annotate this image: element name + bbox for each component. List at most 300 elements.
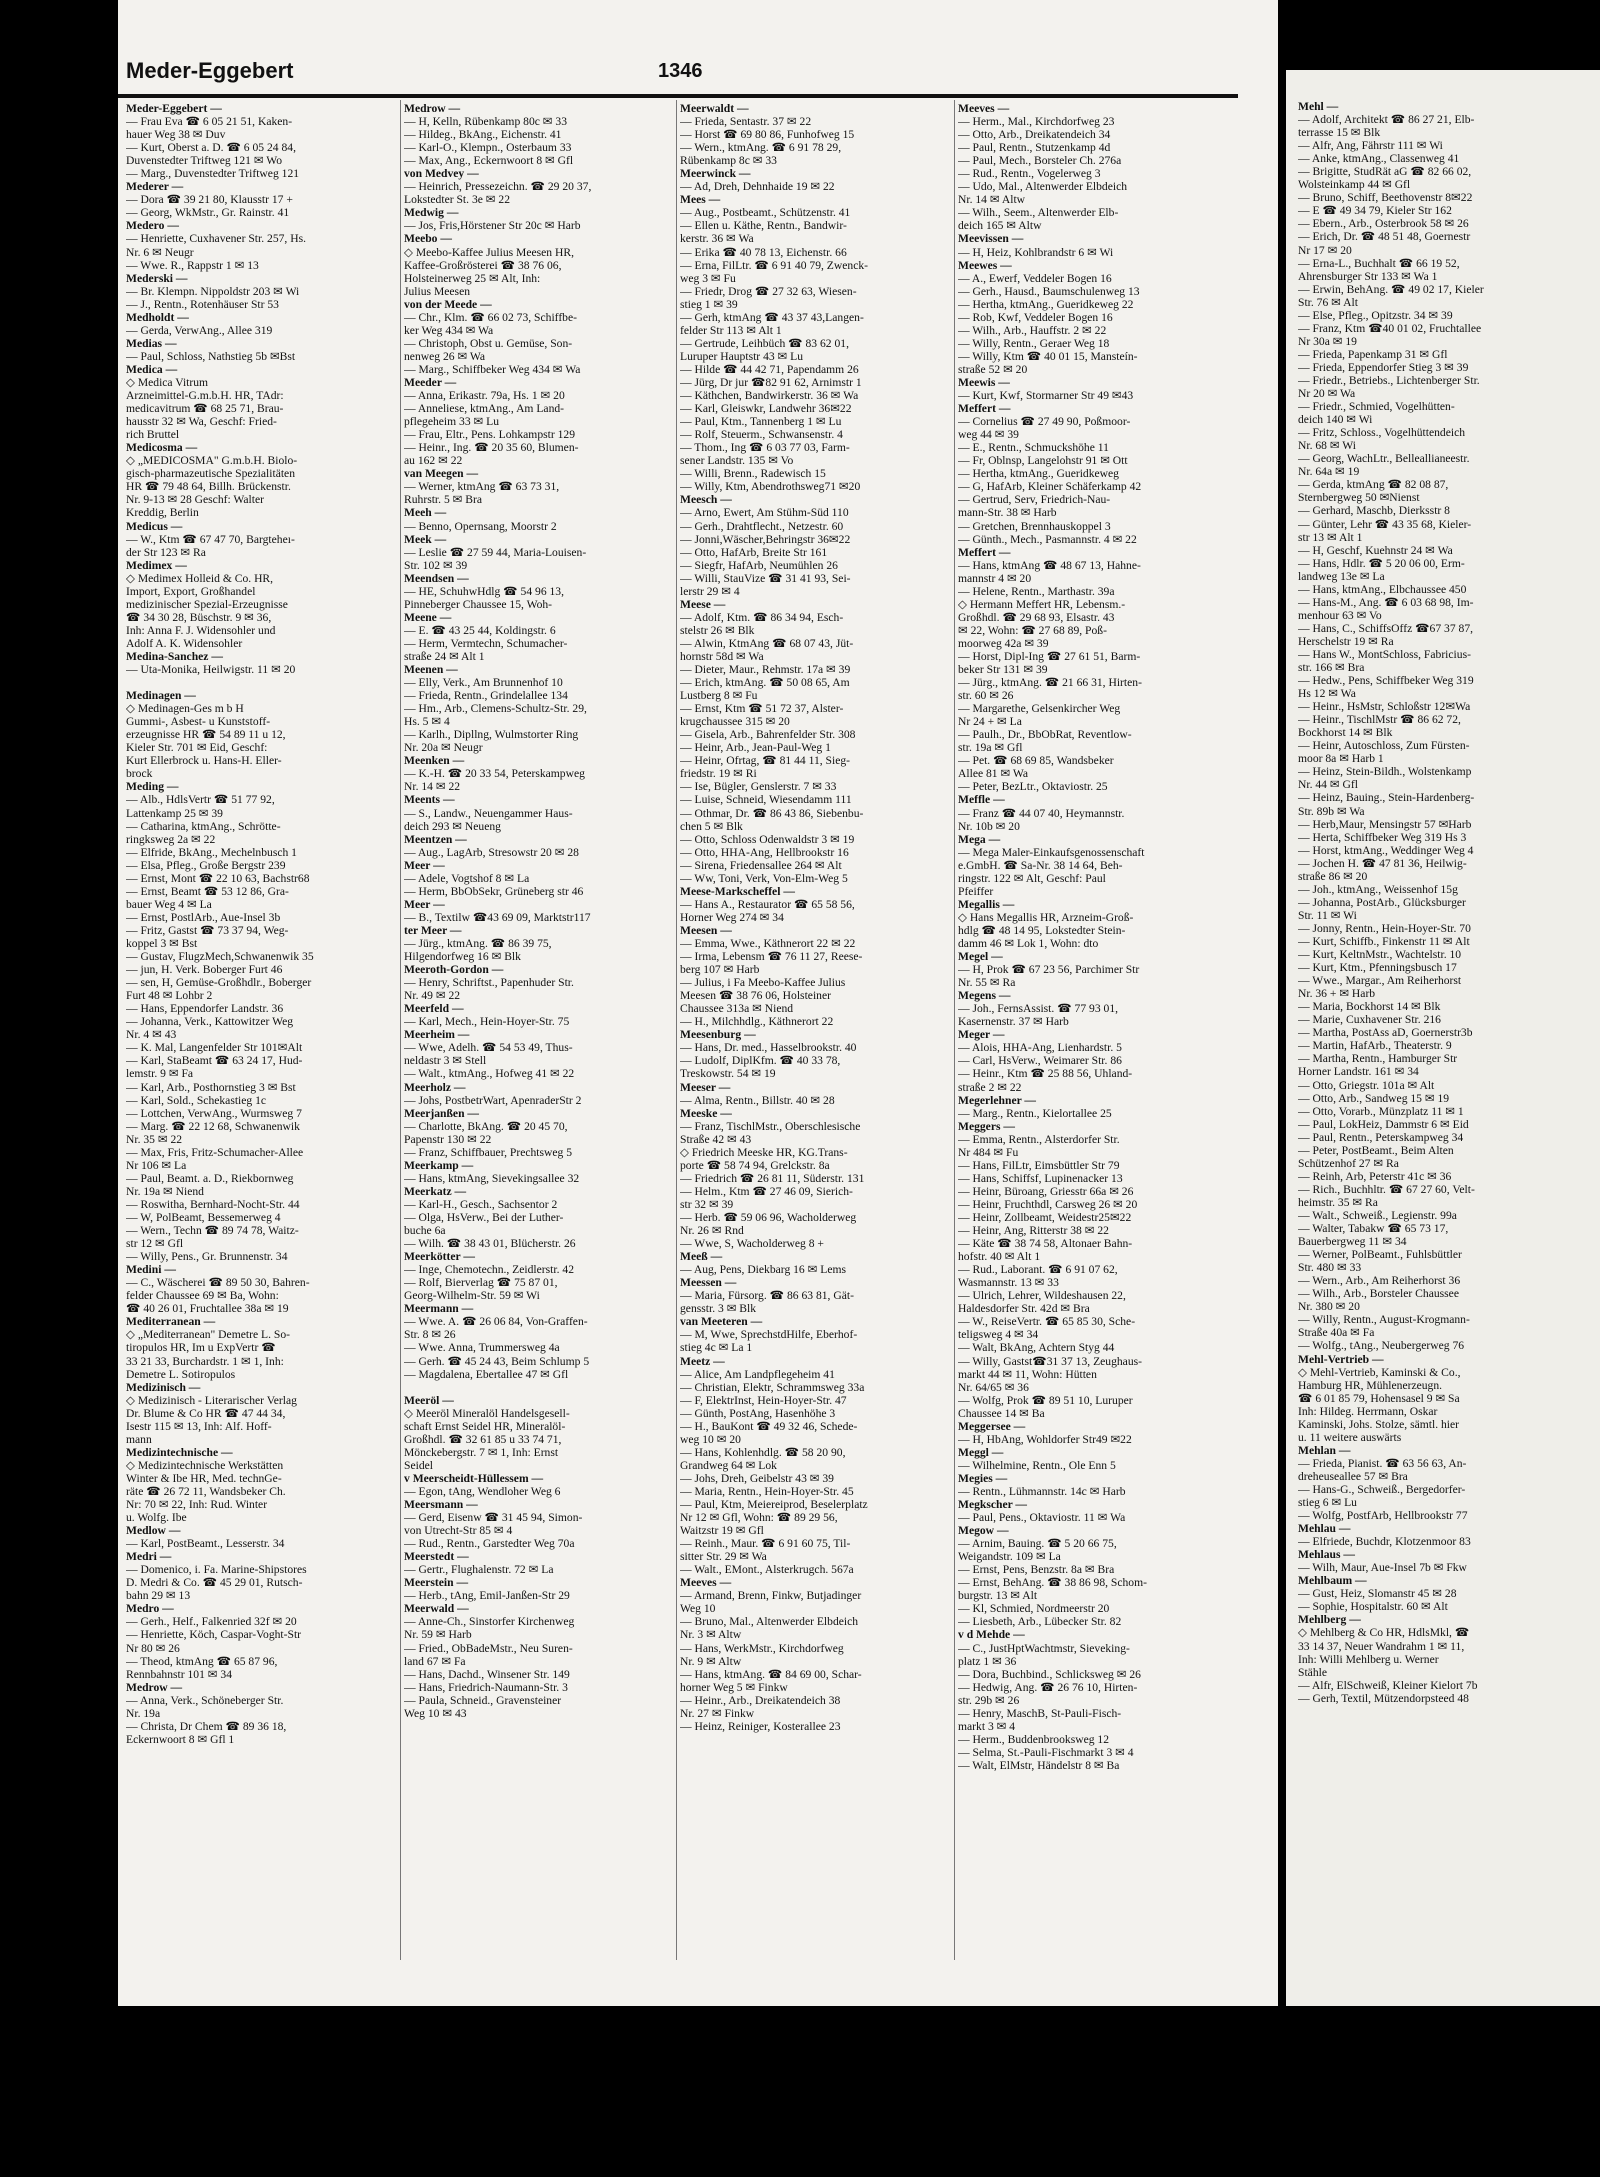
directory-line: — Gerd, Eisenw ☎ 31 45 94, Simon-	[404, 1511, 583, 1525]
directory-line: — Rolf, Steuerm., Schwansenstr. 4	[680, 428, 843, 442]
directory-line: — Emma, Wwe., Käthnerort 22 ✉ 22	[680, 937, 856, 950]
directory-line: — Selma, St.-Pauli-Fischmarkt 3 ✉ 4	[958, 1745, 1134, 1759]
directory-line: — Marie, Cuxhavener Str. 216	[1298, 1013, 1441, 1027]
directory-line: Medwig —	[404, 206, 459, 220]
directory-line: hdlg ☎ 48 14 95, Lokstedter Stein-	[958, 923, 1126, 937]
directory-line: Nr 24 + ✉ La	[958, 715, 1022, 729]
directory-line: Megkscher —	[958, 1498, 1028, 1512]
directory-line: Nr. 26 ✉ Rnd	[680, 1224, 744, 1238]
directory-line: Meger —	[958, 1028, 1005, 1042]
directory-line: Mehlbaum —	[1298, 1574, 1367, 1588]
directory-line: — Erika ☎ 40 78 13, Eichenstr. 66	[680, 245, 847, 259]
directory-line: ✉ 22, Wohn: ☎ 27 68 89, Poß-	[958, 623, 1107, 637]
directory-line: — W, PolBeamt, Bessemerweg 4	[126, 1210, 281, 1224]
directory-line: Horner Landstr. 161 ✉ 34	[1298, 1065, 1419, 1079]
directory-line: Medinagen —	[126, 689, 196, 703]
directory-line: Mehl-Vertrieb —	[1298, 1352, 1384, 1366]
directory-line	[126, 676, 398, 689]
directory-line: Meerwaldt —	[680, 102, 749, 115]
directory-line: — Dora, Buchbind., Schlicksweg ✉ 26	[958, 1667, 1141, 1681]
directory-line: Mehl —	[1298, 100, 1339, 113]
directory-line: — B., Textilw ☎43 69 09, Marktstr117	[404, 910, 591, 924]
directory-line: — Peter, PostBeamt., Beim Alten	[1298, 1143, 1454, 1157]
directory-line: Nr 484 ✉ Fu	[958, 1145, 1019, 1159]
directory-line: Meerholz —	[404, 1080, 466, 1094]
directory-line: Medro —	[126, 1602, 174, 1616]
directory-line: koppel 3 ✉ Bst	[126, 937, 198, 950]
directory-line: Mees —	[680, 193, 721, 207]
directory-line: — Alwin, KtmAng ☎ 68 07 43, Jüt-	[680, 636, 854, 650]
directory-line: Meerfeld —	[404, 1002, 464, 1016]
directory-line: Nr. 19a ✉ Niend	[126, 1184, 204, 1198]
directory-line: Adolf A. K. Widensohler	[126, 636, 243, 650]
directory-line: buche 6a	[404, 1224, 446, 1238]
directory-line: e.GmbH. ☎ Sa-Nr. 38 14 64, Beh-	[958, 858, 1123, 872]
directory-line: — Else, Pfleg., Opitzstr. 34 ✉ 39	[1298, 308, 1453, 322]
directory-line: — Karlh., Dipllng, Wulmstorter Ring	[404, 728, 579, 742]
running-title: Meder-Eggebert	[126, 58, 294, 83]
directory-line: — C., Wäscherei ☎ 89 50 30, Bahren-	[126, 1276, 310, 1290]
directory-line: Meeser —	[680, 1080, 731, 1094]
directory-line: — Hans, FilLtr, Eimsbüttler Str 79	[958, 1158, 1120, 1172]
directory-line: Ruhrstr. 5 ✉ Bra	[404, 493, 482, 507]
directory-line: — Martha, Rentn., Hamburger Str	[1298, 1052, 1458, 1066]
directory-line: — Jürg., ktmAng. ☎ 86 39 75,	[404, 937, 552, 950]
directory-line: Megens —	[958, 989, 1011, 1003]
directory-line: erzeugnisse HR ☎ 54 89 11 u 12,	[126, 728, 286, 742]
directory-line: Kaffee-Großrösterei ☎ 38 76 06,	[404, 258, 562, 272]
directory-line: räte ☎ 26 72 11, Wandsbeker Ch.	[126, 1484, 286, 1498]
directory-line: — Frau, Eltr., Pens. Lohkampstr 129	[404, 428, 575, 442]
directory-line: — Karl, Sold., Schekastieg 1c	[126, 1093, 267, 1107]
directory-line: — Paula, Schneid., Gravensteiner	[404, 1693, 562, 1707]
directory-line: ☎ 34 30 28, Büschstr. 9 ✉ 36,	[126, 610, 272, 624]
directory-line: Megallis —	[958, 897, 1015, 911]
directory-line: medicavitrum ☎ 68 25 71, Brau-	[126, 402, 284, 416]
directory-line: tiropulos HR, Im u ExpVertr ☎	[126, 1341, 276, 1355]
directory-line: porte ☎ 58 74 94, Grelckstr. 8a	[680, 1158, 830, 1172]
directory-column-1	[126, 102, 398, 1746]
directory-line: — Marg., Rentn., Kielortallee 25	[958, 1106, 1112, 1120]
directory-line: felder Chaussee 69 ✉ Ba, Wohn:	[126, 1289, 279, 1303]
directory-line: Meeves —	[680, 1576, 732, 1590]
directory-line: — Hans W., MontSchloss, Fabricius-	[1298, 647, 1471, 661]
directory-line: — Otto, Arb., Sandweg 15 ✉ 19	[1298, 1091, 1450, 1105]
directory-line: — Lottchen, VerwAng., Wurmsweg 7	[126, 1106, 302, 1120]
directory-line: — W., Ktm ☎ 67 47 70, Bargteheı-	[126, 532, 295, 546]
directory-line: ◇ Hermann Meffert HR, Lebensm.-	[958, 597, 1126, 611]
directory-line: — Jos, Fris,Hörstener Str 20c ✉ Harb	[404, 219, 581, 233]
directory-line: — Maria, Rentn., Hein-Hoyer-Str. 45	[680, 1484, 854, 1498]
directory-line: Nr. 14 ✉ 22	[404, 780, 461, 794]
directory-line: kerstr. 36 ✉ Wa	[680, 232, 754, 246]
directory-line: Weg 10 ✉ 43	[404, 1706, 467, 1720]
directory-line: markt 3 ✉ 4	[958, 1719, 1016, 1733]
directory-line: moorweg 42a ✉ 39	[958, 636, 1049, 650]
directory-line: — Ww, Toni, Verk, Von-Elm-Weg 5	[680, 871, 848, 885]
directory-line: Medicus —	[126, 519, 183, 533]
directory-line: Großhdl. ☎ 29 68 93, Elsastr. 43	[958, 610, 1115, 624]
directory-line: — H., BauKont ☎ 49 32 46, Schede-	[680, 1419, 858, 1433]
directory-line: neldastr 3 ✉ Stell	[404, 1054, 487, 1068]
directory-line: — Günth, PostAng, Hasenhöhe 3	[680, 1406, 836, 1420]
directory-line: Kasernenstr. 37 ✉ Harb	[958, 1015, 1069, 1029]
directory-line: — Henriette, Köch, Caspar-Voght-Str	[126, 1628, 302, 1642]
directory-line: — Henriette, Cuxhavener Str. 257, Hs.	[126, 232, 306, 246]
directory-line: — Wwe., Margar., Am Reiherhorst	[1298, 974, 1462, 988]
directory-line: — Walt, BkAng, Achtern Styg 44	[958, 1341, 1115, 1355]
directory-line: burgstr. 13 ✉ Alt	[958, 1589, 1038, 1603]
directory-line: — Heinr, Autoschloss, Zum Fürsten-	[1298, 739, 1470, 753]
directory-line: — Paul, Schloss, Nathstieg 5b ✉Bst	[126, 349, 296, 363]
directory-line: — Heinz, Bauing., Stein-Hardenberg-	[1298, 791, 1475, 805]
directory-line: Meerkamp —	[404, 1158, 474, 1172]
directory-line: Schützenhof 27 ✉ Ra	[1298, 1156, 1399, 1170]
directory-line: Str. 102 ✉ 39	[404, 558, 468, 572]
directory-line: — Hans, Hdlr. ☎ 5 20 06 00, Erm-	[1298, 556, 1465, 570]
directory-line: — Karl, Mech., Hein-Hoyer-Str. 75	[404, 1015, 570, 1029]
directory-line: Medizinisch —	[126, 1380, 201, 1394]
directory-line: ◇ Mehl-Vertrieb, Kaminski & Co.,	[1298, 1365, 1461, 1379]
directory-line: — Käthchen, Bandwirkerstr. 36 ✉ Wa	[680, 389, 859, 403]
directory-line: — Ulrich, Lehrer, Wildeshausen 22,	[958, 1289, 1126, 1303]
directory-line: Meeroth-Gordon —	[404, 963, 504, 977]
directory-line: Nr. 55 ✉ Ra	[958, 976, 1016, 990]
directory-line: — G, HafArb, Kleiner Schäferkamp 42	[958, 480, 1142, 494]
directory-line: Holsteinerweg 25 ✉ Alt, Inh:	[404, 271, 541, 285]
directory-line: — Günter, Lehr ☎ 43 35 68, Kieler-	[1298, 517, 1472, 531]
directory-line: — Willy, Rentn., August-Krogmann-	[1298, 1313, 1470, 1327]
directory-line: — Maria, Bockhorst 14 ✉ Blk	[1298, 1000, 1441, 1014]
directory-line: — Hm., Arb., Clemens-Schultz-Str. 29,	[404, 702, 587, 716]
left-page	[118, 0, 1278, 2006]
directory-line: — Herm., Mal., Kirchdorfweg 23	[958, 115, 1115, 129]
directory-line: — Dora ☎ 39 21 80, Klausstr 17 +	[126, 193, 293, 207]
directory-line: — Siegfr, HafArb, Neumühlen 26	[680, 558, 838, 572]
directory-line: hofstr. 40 ✉ Alt 1	[958, 1250, 1041, 1264]
directory-line: — Wolfg., tAng., Neubergerweg 76	[1298, 1339, 1465, 1353]
directory-line: — Gerda, ktmAng ☎ 82 08 87,	[1298, 478, 1449, 492]
directory-line: — Wilh, Maur, Aue-Insel 7b ✉ Fkw	[1298, 1561, 1467, 1575]
directory-line: gensstr. 3 ✉ Blk	[680, 1302, 757, 1316]
directory-line: Nr. 9 ✉ Altw	[680, 1654, 742, 1668]
directory-line: — Jürg, Dr jur ☎82 91 62, Arnimstr 1	[680, 375, 862, 389]
directory-line: — Aug, Pens, Diekbarg 16 ✉ Lems	[680, 1263, 847, 1277]
directory-line: — Otto, Vorarb., Münzplatz 11 ✉ 1	[1298, 1104, 1464, 1118]
directory-line: — Friedr, Drog ☎ 27 32 63, Wiesen-	[680, 284, 857, 298]
directory-line: Nr. 64/65 ✉ 36	[958, 1380, 1029, 1394]
directory-line: felder Str 113 ✉ Alt 1	[680, 323, 782, 337]
directory-line: Lokstedter St. 3e ✉ 22	[404, 193, 510, 207]
directory-line: Allee 81 ✉ Wa	[958, 767, 1029, 781]
directory-line: Str. 8 ✉ 26	[404, 1328, 456, 1342]
directory-line: — Gerh, Textil, Mützendorpsteed 48	[1298, 1691, 1469, 1705]
directory-line: — Hans, ktmAng. ☎ 84 69 00, Schar-	[680, 1667, 862, 1681]
directory-line: Meessen —	[680, 1276, 737, 1290]
directory-line: Medholdt —	[126, 310, 189, 324]
directory-line: — Gertrude, Leihbüch ☎ 83 62 01,	[680, 336, 849, 350]
directory-line: Rübenkamp 8c ✉ 33	[680, 154, 777, 168]
directory-line: — H, Heiz, Kohlbrandstr 6 ✉ Wi	[958, 245, 1114, 259]
directory-line: Georg-Wilhelm-Str. 59 ✉ Wi	[404, 1289, 540, 1303]
directory-line: Meeves —	[958, 102, 1010, 115]
directory-line: — Georg, WachLtr., Belleallianeestr.	[1298, 452, 1470, 466]
directory-line: Megow —	[958, 1524, 1009, 1538]
directory-line: — Paulh., Dr., BbObRat, Reventlow-	[958, 728, 1132, 742]
directory-line: Hs 12 ✉ Wa	[1298, 687, 1356, 701]
directory-line: Meesch —	[680, 493, 732, 507]
directory-line: — Emma, Rentn., Alsterdorfer Str.	[958, 1132, 1120, 1146]
directory-line: — Rud., Rentn., Garstedter Weg 70a	[404, 1537, 575, 1551]
directory-line: — Paul, Rentn., Peterskampweg 34	[1298, 1130, 1464, 1144]
directory-line: — Kl, Schmied, Nordmeerstr 20	[958, 1602, 1110, 1616]
directory-line: Medimex —	[126, 558, 187, 572]
directory-line: — Charlotte, BkAng. ☎ 20 45 70,	[404, 1119, 568, 1133]
directory-line: Medicosma —	[126, 441, 198, 455]
directory-line: — Roswitha, Bernhard-Nocht-Str. 44	[126, 1197, 300, 1211]
directory-line	[404, 1381, 676, 1394]
directory-line: — Paul, Pens., Oktaviostr. 11 ✉ Wa	[958, 1511, 1126, 1525]
directory-line: — H., Milchhdlg., Käthnerort 22	[680, 1015, 834, 1029]
directory-line: stieg 4c ✉ La 1	[680, 1341, 753, 1355]
directory-line: Pinneberger Chaussee 15, Woh-	[404, 597, 553, 611]
directory-line: Nr. 3 ✉ Altw	[680, 1628, 742, 1642]
directory-line: Meerstedt —	[404, 1550, 469, 1564]
directory-line: — Günth., Mech., Pasmannstr. 4 ✉ 22	[958, 532, 1137, 546]
directory-line: Großhdl. ☎ 32 61 85 u 33 74 71,	[404, 1432, 562, 1446]
directory-line: — Heinr, Ofrtag, ☎ 81 44 11, Sieg-	[680, 754, 851, 768]
directory-line: — Paul, Mech., Borsteler Ch. 276a	[958, 154, 1122, 168]
directory-line: Meerjanßen —	[404, 1106, 480, 1120]
directory-line: Mega —	[958, 832, 1001, 846]
directory-line: — Sophie, Hospitalstr. 60 ✉ Alt	[1298, 1600, 1448, 1614]
directory-line: Meents —	[404, 793, 455, 807]
directory-line: Inh: Anna F. J. Widensohler und	[126, 623, 276, 637]
directory-line: — Gustav, FlugzMech,Schwanenwik 35	[126, 950, 314, 964]
directory-line: — H, Geschf, Kuehnstr 24 ✉ Wa	[1298, 543, 1453, 557]
directory-line: brock	[126, 767, 153, 781]
directory-line: — Franz ☎ 44 07 40, Heymannstr.	[958, 806, 1125, 820]
directory-line: — Egon, tAng, Wendloher Weg 6	[404, 1484, 561, 1498]
directory-line: — Inge, Chemotechn., Zeidlerstr. 42	[404, 1263, 574, 1277]
directory-line: Medica —	[126, 362, 178, 376]
directory-line: Straße 40a ✉ Fa	[1298, 1326, 1375, 1340]
directory-line: Waitzstr 19 ✉ Gfl	[680, 1524, 764, 1538]
directory-line: — Max, Ang., Eckernwoort 8 ✉ Gfl	[404, 154, 574, 168]
directory-line: — Marg., Schiffbeker Weg 434 ✉ Wa	[404, 362, 581, 376]
directory-line: — Aug., LagArb, Stresowstr 20 ✉ 28	[404, 845, 579, 859]
directory-line: Inh: Hildeg. Herrmann, Oskar	[1298, 1404, 1438, 1418]
directory-line: — Willi, Brenn., Radewisch 15	[680, 467, 826, 481]
directory-line: — Franz, Schiffbauer, Prechtsweg 5	[404, 1145, 573, 1159]
directory-line: ◇ Hans Megallis HR, Arzneim-Groß-	[958, 910, 1134, 924]
directory-line: — Rud., Rentn., Vogelerweg 3	[958, 167, 1101, 181]
directory-line: bauer Weg 4 ✉ La	[126, 897, 212, 911]
directory-line: Rennbahnstr 101 ✉ 34	[126, 1667, 232, 1681]
directory-line: — Paul, Ktm., Tannenberg 1 ✉ Lu	[680, 415, 842, 429]
directory-line: platz 1 ✉ 36	[958, 1654, 1017, 1668]
directory-line: ☎ 40 26 01, Fruchtallee 38a ✉ 19	[126, 1302, 289, 1316]
directory-line: — HE, SchuhwHdlg ☎ 54 96 13,	[404, 584, 565, 598]
directory-line: Mehlaus —	[1298, 1548, 1356, 1562]
directory-line: hauer Weg 38 ✉ Duv	[126, 128, 226, 142]
directory-line: Nr. 68 ✉ Wi	[1298, 439, 1356, 453]
directory-line: straße 52 ✉ 20	[958, 362, 1028, 376]
directory-line: — Gerh, ktmAng ☎ 43 37 43,Langen-	[680, 310, 864, 324]
directory-line: — Luise, Schneid, Wiesendamm 111	[680, 793, 852, 807]
directory-line: Meeh —	[404, 506, 447, 520]
directory-line: Str. 76 ✉ Alt	[1298, 295, 1358, 309]
directory-line: Meetz —	[680, 1354, 725, 1368]
directory-line: Straße 42 ✉ 43	[680, 1132, 752, 1146]
directory-line: Nr. 59 ✉ Harb	[404, 1628, 472, 1642]
directory-line: — Ad, Dreh, Dehnhaide 19 ✉ 22	[680, 180, 835, 194]
directory-line: — Otto, Arb., Dreikatendeich 34	[958, 128, 1111, 142]
directory-line: — Franz, TischlMstr., Oberschlesische	[680, 1119, 861, 1133]
directory-line: hornstr 58d ✉ Wa	[680, 649, 764, 663]
directory-line: Wolsteinkamp 44 ✉ Gfl	[1298, 178, 1411, 192]
directory-line: — Alfr, Ang, Fährstr 111 ✉ Wi	[1298, 139, 1443, 153]
directory-line: — Gerh., Hausd., Baumschulenweg 13	[958, 284, 1140, 298]
directory-line: Nr. 44 ✉ Gfl	[1298, 778, 1358, 792]
directory-line: — Frieda, Pianist. ☎ 63 56 63, An-	[1298, 1456, 1467, 1470]
directory-line: — W., ReiseVertr. ☎ 65 85 30, Sche-	[958, 1315, 1136, 1329]
directory-line: deich 293 ✉ Neueng	[404, 819, 501, 833]
directory-line: — Gertr., Flughalenstr. 72 ✉ La	[404, 1563, 554, 1577]
directory-line: — Johs, PostbetrWart, ApenraderStr 2	[404, 1093, 582, 1107]
directory-line: — Karl, StaBeamt ☎ 63 24 17, Hud-	[126, 1054, 303, 1068]
directory-line: — Heinr, Fruchthdl, Carsweg 26 ✉ 20	[958, 1197, 1138, 1211]
column-divider	[400, 100, 401, 1960]
directory-column-4	[958, 102, 1230, 1772]
directory-line: — Werner, PolBeamt., Fuhlsbüttler	[1298, 1248, 1462, 1262]
directory-line: Papenstr 130 ✉ 22	[404, 1132, 492, 1146]
directory-line: — Joh., ktmAng., Weissenhof 15g	[1298, 882, 1458, 896]
directory-line: Herschelstr 19 ✉ Ra	[1298, 634, 1394, 648]
directory-line: von Utrecht-Str 85 ✉ 4	[404, 1524, 513, 1538]
directory-line: Sternbergweg 50 ✉Nienst	[1298, 491, 1420, 505]
directory-line: Meesenburg —	[680, 1028, 756, 1042]
directory-line: krugchaussee 315 ✉ 20	[680, 715, 790, 729]
directory-line: — Elsa, Pfleg., Große Bergstr 239	[126, 858, 286, 872]
directory-line: — Alice, Am Landpflegeheim 41	[680, 1367, 835, 1381]
directory-line: Meeder —	[404, 375, 457, 389]
directory-line: u. 11 weitere auswärts	[1298, 1430, 1402, 1444]
directory-line: Medlow —	[126, 1524, 181, 1538]
directory-line: — Frieda, Sentastr. 37 ✉ 22	[680, 115, 812, 129]
directory-line: Weg 10	[680, 1602, 716, 1616]
directory-line: berg 107 ✉ Harb	[680, 963, 760, 977]
directory-line: ◇ Meeröl Mineralöl Handelsgesell-	[404, 1406, 570, 1420]
directory-line: — Heinr, Arb., Jean-Paul-Weg 1	[680, 741, 831, 755]
directory-line: Medri —	[126, 1550, 172, 1564]
directory-line: 33 21 33, Burchardstr. 1 ✉ 1, Inh:	[126, 1354, 284, 1368]
directory-line: — Joh., FernsAssist. ☎ 77 93 01,	[958, 1002, 1119, 1016]
directory-line: Meevissen —	[958, 232, 1024, 246]
directory-line: — Marg., Duvenstedter Triftweg 121	[126, 167, 300, 181]
directory-line: ◇ Meebo-Kaffee Julius Meesen HR,	[404, 245, 575, 259]
directory-line: Medero —	[126, 219, 179, 233]
directory-line: — Alma, Rentn., Billstr. 40 ✉ 28	[680, 1093, 835, 1107]
directory-line: str. 19a ✉ Gfl	[958, 741, 1023, 755]
directory-line: ringstr. 122 ✉ Alt, Geschf: Paul	[958, 871, 1106, 885]
directory-line: str 13 ✉ Alt 1	[1298, 530, 1363, 544]
directory-line: ◇ Medimex Holleid & Co. HR,	[126, 571, 274, 585]
directory-line: Nr: 70 ✉ 22, Inh: Rud. Winter	[126, 1498, 268, 1512]
directory-line: — Kurt, Kwf, Stormarner Str 49 ✉43	[958, 389, 1134, 403]
directory-line: Nr. 49 ✉ 22	[404, 989, 461, 1003]
directory-line: ker Weg 434 ✉ Wa	[404, 323, 494, 337]
directory-line: — Ernst, Beamt ☎ 53 12 86, Gra-	[126, 884, 289, 898]
directory-line: — Karl, Gleiswkr, Landwehr 36✉22	[680, 402, 852, 416]
directory-line: — Heinr., Ktm ☎ 25 88 56, Uhland-	[958, 1067, 1133, 1081]
directory-line: — Fritz, Gastst ☎ 73 37 94, Weg-	[126, 923, 289, 937]
directory-line: — Ise, Bügler, Genslerstr. 7 ✉ 33	[680, 780, 837, 794]
directory-line: — Jonny, Rentn., Hein-Hoyer-Str. 70	[1298, 921, 1471, 935]
directory-line: — H, Prok ☎ 67 23 56, Parchimer Str	[958, 963, 1140, 977]
directory-line: Mediterranean —	[126, 1315, 216, 1329]
directory-line: — Dieter, Maur., Rehmstr. 17a ✉ 39	[680, 663, 851, 677]
directory-line: Meerkatz —	[404, 1184, 467, 1198]
directory-line: — Ebern., Arb., Osterbrook 58 ✉ 26	[1298, 217, 1469, 231]
right-page	[1286, 70, 1600, 2006]
directory-line: — F, ElektrInst, Hein-Hoyer-Str. 47	[680, 1393, 847, 1407]
directory-line: terrasse 15 ✉ Blk	[1298, 126, 1381, 140]
directory-line: — Martha, PostAss aD, Goernerstr3b	[1298, 1026, 1473, 1040]
directory-line: Meffert —	[958, 545, 1011, 559]
directory-line: Nr 30a ✉ 19	[1298, 334, 1357, 348]
directory-line: — Wilh., Seem., Altenwerder Elb-	[958, 206, 1119, 220]
directory-line: Megerlehner —	[958, 1093, 1037, 1107]
directory-line: v Meerscheidt-Hüllessem —	[404, 1471, 544, 1485]
directory-line: Meggers —	[958, 1119, 1015, 1133]
directory-line: Nr 20 ✉ Wa	[1298, 387, 1356, 401]
directory-line: friedstr. 19 ✉ Ri	[680, 767, 757, 781]
directory-line: Wasmannstr. 13 ✉ 33	[958, 1276, 1059, 1290]
directory-line: — Wilh. ☎ 38 43 01, Blücherstr. 26	[404, 1237, 576, 1251]
directory-line: — Walt, ElMstr, Händelstr 8 ✉ Ba	[958, 1758, 1120, 1772]
directory-line: beker Str 131 ✉ 39	[958, 663, 1048, 677]
directory-line: Meebo —	[404, 232, 452, 246]
directory-line: Meeröl —	[404, 1393, 454, 1407]
directory-line: Kurt Ellerbrock u. Hans-H. Eller-	[126, 754, 282, 768]
directory-line: str. 29b ✉ 26	[958, 1693, 1020, 1707]
directory-line: — Sirena, Friedensallee 264 ✉ Alt	[680, 858, 842, 872]
directory-column-2	[404, 102, 676, 1720]
directory-line: — Rentn., Lühmannstr. 14c ✉ Harb	[958, 1484, 1126, 1498]
directory-line: — Ernst, Pens, Benzstr. 8a ✉ Bra	[958, 1563, 1115, 1577]
directory-line: Nr. 14 ✉ Altw	[958, 193, 1026, 207]
directory-line: — Wilh., Arb., Borsteler Chaussee	[1298, 1287, 1459, 1301]
directory-line: — Gisela, Arb., Bahrenfelder Str. 308	[680, 728, 856, 742]
directory-line: — Willy, Ktm, Abendrothsweg71 ✉20	[680, 480, 861, 494]
directory-line: Meesen ☎ 38 76 06, Holsteiner	[680, 989, 831, 1003]
directory-line: Import, Export, Großhandel	[126, 584, 256, 598]
directory-line: — Bruno, Mal., Altenwerder Elbdeich	[680, 1615, 859, 1629]
directory-line: — Adolf, Architekt ☎ 86 27 21, Elb-	[1298, 113, 1475, 127]
directory-line: — Gerh. ☎ 45 24 43, Beim Schlump 5	[404, 1354, 590, 1368]
directory-line: ◇ „Mediterranean" Demetre L. So-	[126, 1328, 290, 1342]
directory-line: — Reinh, Arb, Peterstr 41c ✉ 36	[1298, 1169, 1452, 1183]
directory-line: Hs. 5 ✉ 4	[404, 715, 450, 729]
directory-line: moor 8a ✉ Harb 1	[1298, 752, 1384, 766]
directory-line: Meentzen —	[404, 832, 467, 846]
directory-line: Meerwald —	[404, 1602, 469, 1616]
column-divider	[676, 100, 677, 1960]
directory-line: Kaminski, Johs. Stolze, sämtl. hier	[1298, 1417, 1460, 1431]
directory-line: — Wern., Techn ☎ 89 74 78, Waitz-	[126, 1224, 299, 1238]
directory-line: ☎ 6 01 85 79, Hohensasel 9 ✉ Sa	[1298, 1391, 1460, 1405]
